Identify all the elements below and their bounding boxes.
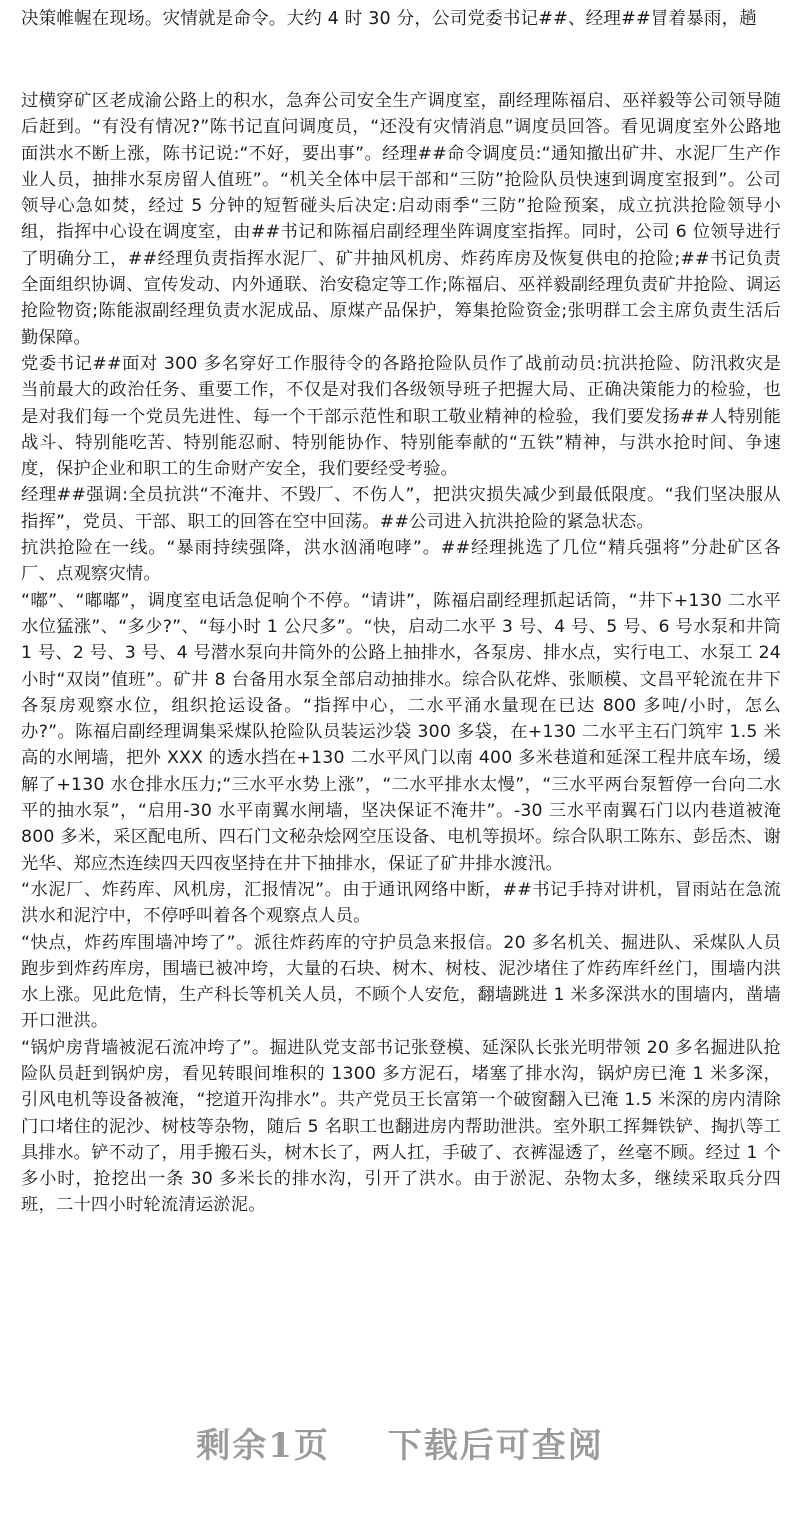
paragraph: “水泥厂、炸药库、风机房，汇报情况”。由于通讯网络中断，##书记手持对讲机，冒雨站在急流洪水和泥泞中，不停呼叫着各个观察点人员。	[21, 879, 781, 927]
paragraph: “快点，炸药库围墙冲垮了”。派往炸药库的守护员急来报信。20 多名机关、掘进队、采煤队人员跑步到炸药库房，围墙已被冲垮，大量的石块、树木、树枝、泥沙堵住了炸药库纤丝门，围墙内洪水上涨。见此危情，生产科长等机关人员，不顾个人安危，翻墙跳进 1 米多深洪水的围墙内，凿墙开口泄洪。	[21, 932, 781, 1032]
document-first-line: 决策帷幄在现场。灾情就是命令。大约 4 时 30 分，公司党委书记##、经理##冒着暴雨，趟	[21, 9, 758, 29]
paragraph: 抗洪抢险在一线。“暴雨持续强降，洪水汹涌咆哮”。##经理挑选了几位“精兵强将”分赴矿区各厂、点观察灾情。	[21, 538, 781, 585]
paragraph: “嘟”、“嘟嘟”，调度室电话急促响个不停。“请讲”，陈福启副经理抓起话筒，“井下+130 二水平水位猛涨”、“多少?”、“每小时 1 公尺多”。“快，启动二水平 3 号、4 号、5 号、6 号水泵和井筒 1 号、2 号、3 号、4 号潜水泵向井筒外的公路上抽排水，各泵房、排水点，实行电工、水泵工 24 小时“双岗”值班”。矿井 8 台备用水泵全部启动抽排水。综合队花烨、张顺模、文昌平轮流在井下各泵房观察水位，组织抢运设备。“指挥中心，二水平涌水量现在已达 800 多吨/小时，怎么办?”。陈福启副经理调集采煤队抢险队员装运沙袋 300 多袋，在+130 二水平主石门筑牢 1.5 米高的水闸墙，把外 XXX 的透水挡在+130 二水平风门以南 400 多米巷道和延深工程井底车场，缓解了+130 水仓排水压力;“三水平水势上涨”，“二水平排水太慢”，“三水平两台泵暂停一台向二水平的抽水泵”，“启用-30 水平南翼水闸墙，坚决保证不淹井”。-30 三水平南翼石门以内巷道被淹 800 多米，采区配电所、四石门文秘杂烩网空压设备、电机等损坏。综合队职工陈东、彭岳杰、谢光华、郑应杰连续四天四夜坚持在井下抽排水，保证了矿井排水渡汛。	[21, 590, 781, 874]
remaining-pages-label: 剩余1页	[196, 1426, 330, 1466]
download-to-view-label[interactable]: 下载后可查阅	[387, 1426, 604, 1466]
paragraph: 经理##强调:全员抗洪“不淹井、不毁厂、不伤人”，把洪灾损失减少到最低限度。“我们坚决服从指挥”，党员、干部、职工的回答在空中回荡。##公司进入抗洪抢险的紧急状态。	[21, 485, 781, 532]
document-body	[21, 88, 781, 1219]
paragraph: “锅炉房背墙被泥石流冲垮了”。掘进队党支部书记张登模、延深队长张光明带领 20 多名掘进队抢险队员赶到锅炉房，看见转眼间堆积的 1300 多方泥石，堵塞了排水沟，锅炉房已淹 1 米多深，引风电机等设备被淹，“挖道开沟排水”。共产党员王长富第一个破窗翻入已淹 1.5 米深的房内清除门口堵住的泥沙、树枝等杂物，随后 5 名职工也翻进房内帮助泄洪。室外职工挥舞铁铲、掏扒等工具排水。铲不动了，用手搬石头，树木长了，两人扛，手破了、衣裤湿透了，丝毫不顾。经过 1 个多小时，抢挖出一条 30 多米长的排水沟，引开了洪水。由于淤泥、杂物太多，继续采取兵分四班，二十四小时轮流清运淤泥。	[21, 1037, 781, 1216]
paragraph: 过横穿矿区老成渝公路上的积水，急奔公司安全生产调度室，副经理陈福启、巫祥毅等公司领导随后赶到。“有没有情况?”陈书记直问调度员，“还没有灾情消息”调度员回答。看见调度室外公路地面洪水不断上涨，陈书记说:“不好，要出事”。经理##命令调度员:“通知撤出矿井、水泥厂生产作业人员，抽排水泵房留人值班”。“机关全体中层干部和“三防”抢险队员快速到调度室报到”。公司领导心急如焚，经过 5 分钟的短暂碰头后决定:启动雨季“三防”抢险预案，成立抗洪抢险领导小组，指挥中心设在调度室，由##书记和陈福启副经理坐阵调度室指挥。同时，公司 6 位领导进行了明确分工，##经理负责指挥水泥厂、矿井抽风机房、炸药库房及恢复供电的抢险;##书记负责全面组织协调、宣传发动、内外通联、治安稳定等工作;陈福启、巫祥毅副经理负责矿井抢险、调运抢险物资;陈能淑副经理负责水泥成品、原煤产品保护，筹集抢险资金;张明群工会主席负责生活后勤保障。	[21, 91, 781, 348]
paragraph: 党委书记##面对 300 多名穿好工作服待令的各路抢险队员作了战前动员:抗洪抢险、防汛救灾是当前最大的政治任务、重要工作，不仅是对我们各级领导班子把握大局、正确决策能力的检验，也是对我们每一个党员先进性、每一个干部示范性和职工敬业精神的检验，我们要发扬##人特别能战斗、特别能吃苦、特别能忍耐、特别能协作、特别能奉献的“五铁”精神，与洪水抢时间、争速度，保护企业和职工的生命财产安全，我们要经受考验。	[21, 353, 781, 480]
download-prompt-banner[interactable]	[0, 1418, 800, 1467]
